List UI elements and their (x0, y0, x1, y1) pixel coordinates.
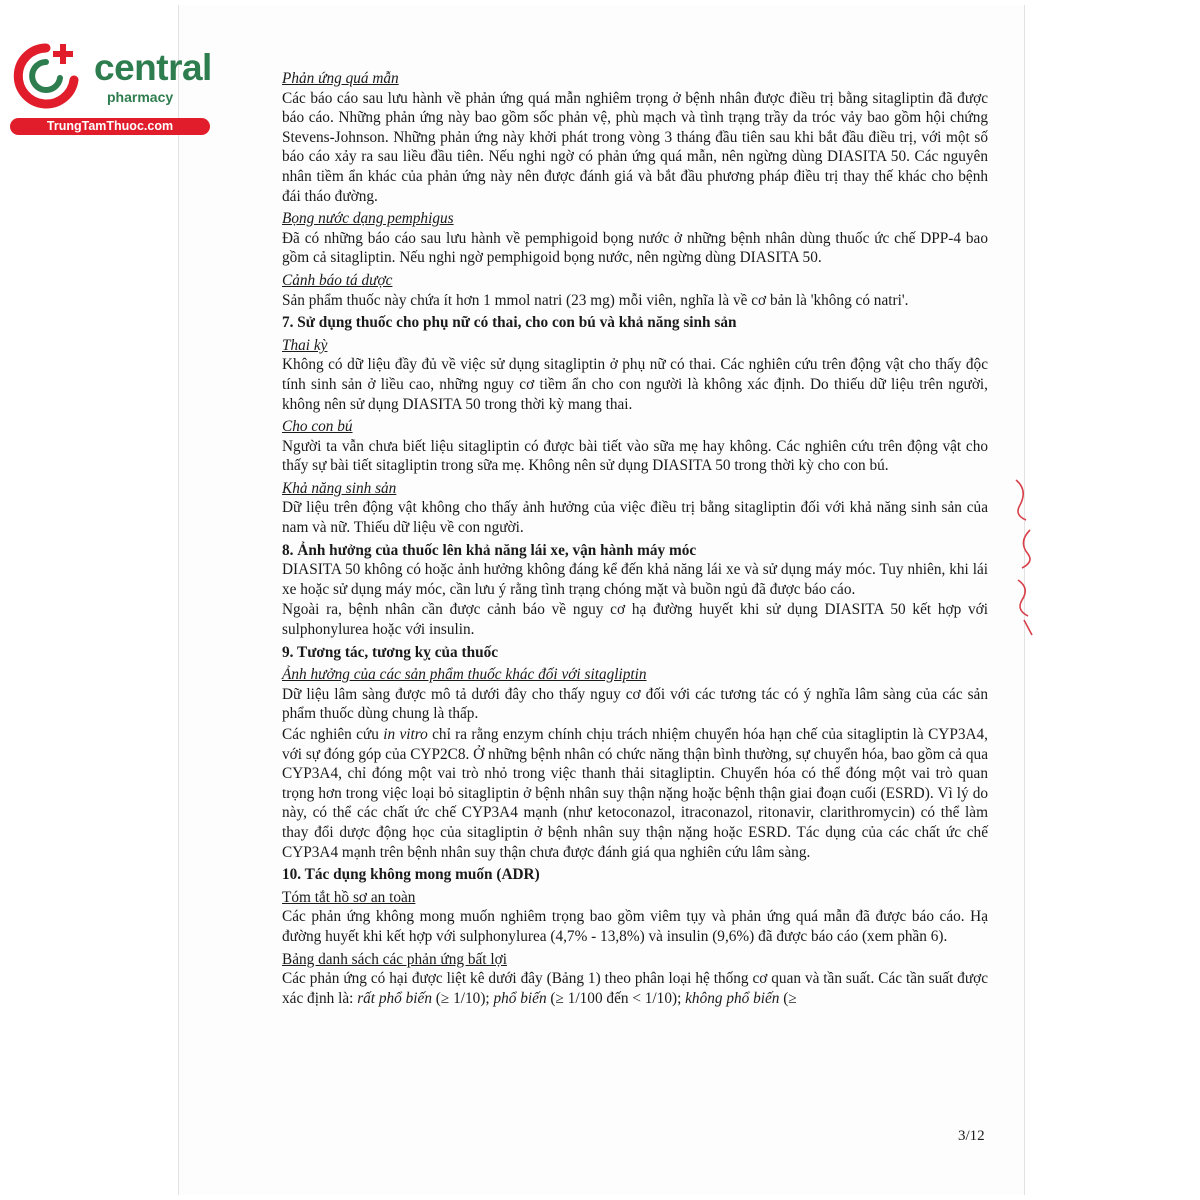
section-title-safety-summary: Tóm tắt hồ sơ an toàn (282, 888, 416, 906)
paragraph-interactions-1: Dữ liệu lâm sàng được mô tả dưới đây cho thấy nguy cơ đối với các tương tác có ý nghĩa lâm sàng của các sản phẩm thuốc dùng chung là thấp. (282, 685, 988, 723)
text-fragment-italic: phổ biến (493, 989, 547, 1007)
heading-section-7: 7. Sử dụng thuốc cho phụ nữ có thai, cho con bú và khả năng sinh sản (282, 314, 737, 332)
paragraph-hypersensitivity: Các báo cáo sau lưu hành về phản ứng quá mẫn nghiêm trọng ở bệnh nhân được điều trị bằng sitagliptin đã được báo cáo. Những phản ứng này bao gồm sốc phản vệ, phù mạch và tình trạng trầy da tróc vảy bao gồm hội chứng Stevens-Johnson. Những phản ứng này khởi phát trong vòng 3 tháng đầu tiên sau khi bắt đầu điều trị, với một số báo cáo xảy ra sau liều đầu tiên. Nếu nghi ngờ có phản ứng quá mẫn, nên ngừng dùng DIASITA 50. Các nguyên nhân tiềm ẩn khác của phản ứng này nên được đánh giá và bắt đầu phương pháp điều trị thay thế khác cho bệnh đái tháo đường. (282, 89, 988, 205)
pharmacy-cross-logo-icon (10, 40, 82, 112)
logo-website[interactable]: TrungTamThuoc.com (10, 118, 210, 135)
paragraph-fertility: Dữ liệu trên động vật không cho thấy ảnh hưởng của việc điều trị bằng sitagliptin đối với khả năng sinh sản của nam và nữ. Thiếu dữ liệu về con người. (282, 499, 988, 537)
paragraph-driving-2: Ngoài ra, bệnh nhân cần được cảnh báo về nguy cơ hạ đường huyết khi sử dụng DIASITA 50 kết hợp với sulphonylurea hoặc với insulin. (282, 601, 988, 639)
text-fragment-italic: không phổ biến (685, 989, 780, 1007)
paragraph-interactions-2 (282, 725, 988, 862)
text-fragment: (≥ (779, 989, 797, 1007)
text-fragment: (≥ 1/100 đến < 1/10); (546, 989, 686, 1007)
heading-section-9: 9. Tương tác, tương kỵ của thuốc (282, 643, 499, 661)
document-body (282, 66, 988, 1009)
text-fragment-italic: in vitro (383, 726, 428, 743)
heading-section-8: 8. Ảnh hưởng của thuốc lên khả năng lái xe, vận hành máy móc (282, 541, 697, 559)
paragraph-safety-summary: Các phản ứng không mong muốn nghiêm trọng bao gồm viêm tụy và phản ứng quá mẫn đã được báo cáo. Hạ đường huyết khi kết hợp với sulphonylurea (4,7% - 13,8%) và insulin (9,6%) đã được báo cáo (xem phần 6). (282, 908, 988, 945)
section-title-pregnancy: Thai kỳ (282, 336, 328, 354)
logo-name: central (94, 47, 212, 88)
paragraph-driving-1: DIASITA 50 không có hoặc ảnh hưởng không đáng kể đến khả năng lái xe và sử dụng máy móc. Tuy nhiên, khi lái xe hoặc sử dụng máy móc, cần lưu ý rằng tình trạng chóng mặt và buồn ngủ đã được báo cáo. (282, 561, 988, 598)
text-fragment: Các nghiên cứu (282, 726, 384, 743)
paragraph-excipient-warning: Sản phẩm thuốc này chứa ít hơn 1 mmol natri (23 mg) mỗi viên, nghĩa là về cơ bản là 'không có natri'. (282, 291, 909, 309)
page-number: 3/12 (958, 1128, 985, 1144)
paragraph-pregnancy: Không có dữ liệu đầy đủ về việc sử dụng sitagliptin ở phụ nữ có thai. Các nghiên cứu trên động vật cho thấy độc tính sinh sản ở liều cao, những nguy cơ tiềm ẩn cho con người là không xác định. Do thiếu dữ liệu trên người, không nên sử dụng DIASITA 50 trong thời kỳ mang thai. (282, 356, 988, 413)
section-title-breastfeeding: Cho con bú (282, 418, 353, 436)
section-title-adverse-reactions-list: Bảng danh sách các phản ứng bất lợi (282, 950, 507, 968)
section-title-excipient-warning: Cảnh báo tá dược (282, 271, 393, 289)
section-title-pemphigus: Bọng nước dạng pemphigus (282, 210, 454, 228)
logo-subtitle: pharmacy (107, 89, 174, 105)
central-pharmacy-logo[interactable] (10, 35, 215, 140)
section-title-interactions: Ảnh hưởng của các sản phẩm thuốc khác đối với sitagliptin (282, 666, 647, 684)
text-fragment: (≥ 1/10); (431, 989, 494, 1007)
red-signature-stamp (1010, 470, 1040, 640)
paragraph-breastfeeding: Người ta vẫn chưa biết liệu sitagliptin có được bài tiết vào sữa mẹ hay không. Các nghiên cứu trên động vật cho thấy sự bài tiết sitagliptin trong sữa mẹ. Không nên sử dụng DIASITA 50 trong thời kỳ cho con bú. (282, 437, 988, 475)
heading-section-10: 10. Tác dụng không mong muốn (ADR) (282, 866, 540, 884)
paragraph-pemphigus: Đã có những báo cáo sau lưu hành về pemphigoid bọng nước ở những bệnh nhân dùng thuốc ức chế DPP-4 bao gồm cả sitagliptin. Nếu nghi ngờ pemphigoid bọng nước, nên ngừng dùng DIASITA 50. (282, 229, 988, 267)
section-title-fertility: Khả năng sinh sản (282, 479, 397, 497)
text-fragment-italic: rất phổ biến (357, 989, 432, 1007)
paragraph-adverse-reactions-list (282, 969, 988, 1008)
text-fragment: chỉ ra rằng enzym chính chịu trách nhiệm chuyển hóa hạn chế của sitagliptin là CYP3A4, với sự đóng góp của CYP2C8. Ở những bệnh nhân có chức năng thận bình thường, sự chuyển hóa, bao gồm cả qua CYP3A4, chỉ đóng một vai trò nhỏ trong việc thanh thải sitagliptin. Chuyển hóa có thể đóng một vai trò quan trọng hơn trong việc loại bỏ sitagliptin ở bệnh nhân suy thận nặng hoặc bệnh thận giai đoạn cuối (ESRD). Vì lý do này, có thể các chất ức chế CYP3A4 mạnh (như ketoconazol, itraconazol, ritonavir, clarithromycin) có thể làm thay đổi dược động học của sitagliptin ở bệnh nhân suy thận nặng hoặc ESRD. Tác dụng của các chất ức chế CYP3A4 mạnh trên bệnh nhân suy thận chưa được đánh giá qua nghiên cứu lâm sàng. (282, 726, 988, 861)
section-title-hypersensitivity: Phản ứng quá mẫn (282, 70, 399, 87)
text-fragment: Các phản ứng có hại được liệt kê dưới đây (Bảng 1) theo phân loại hệ thống cơ quan và tần suất. Các tần suất được xác định là: (282, 970, 988, 1007)
